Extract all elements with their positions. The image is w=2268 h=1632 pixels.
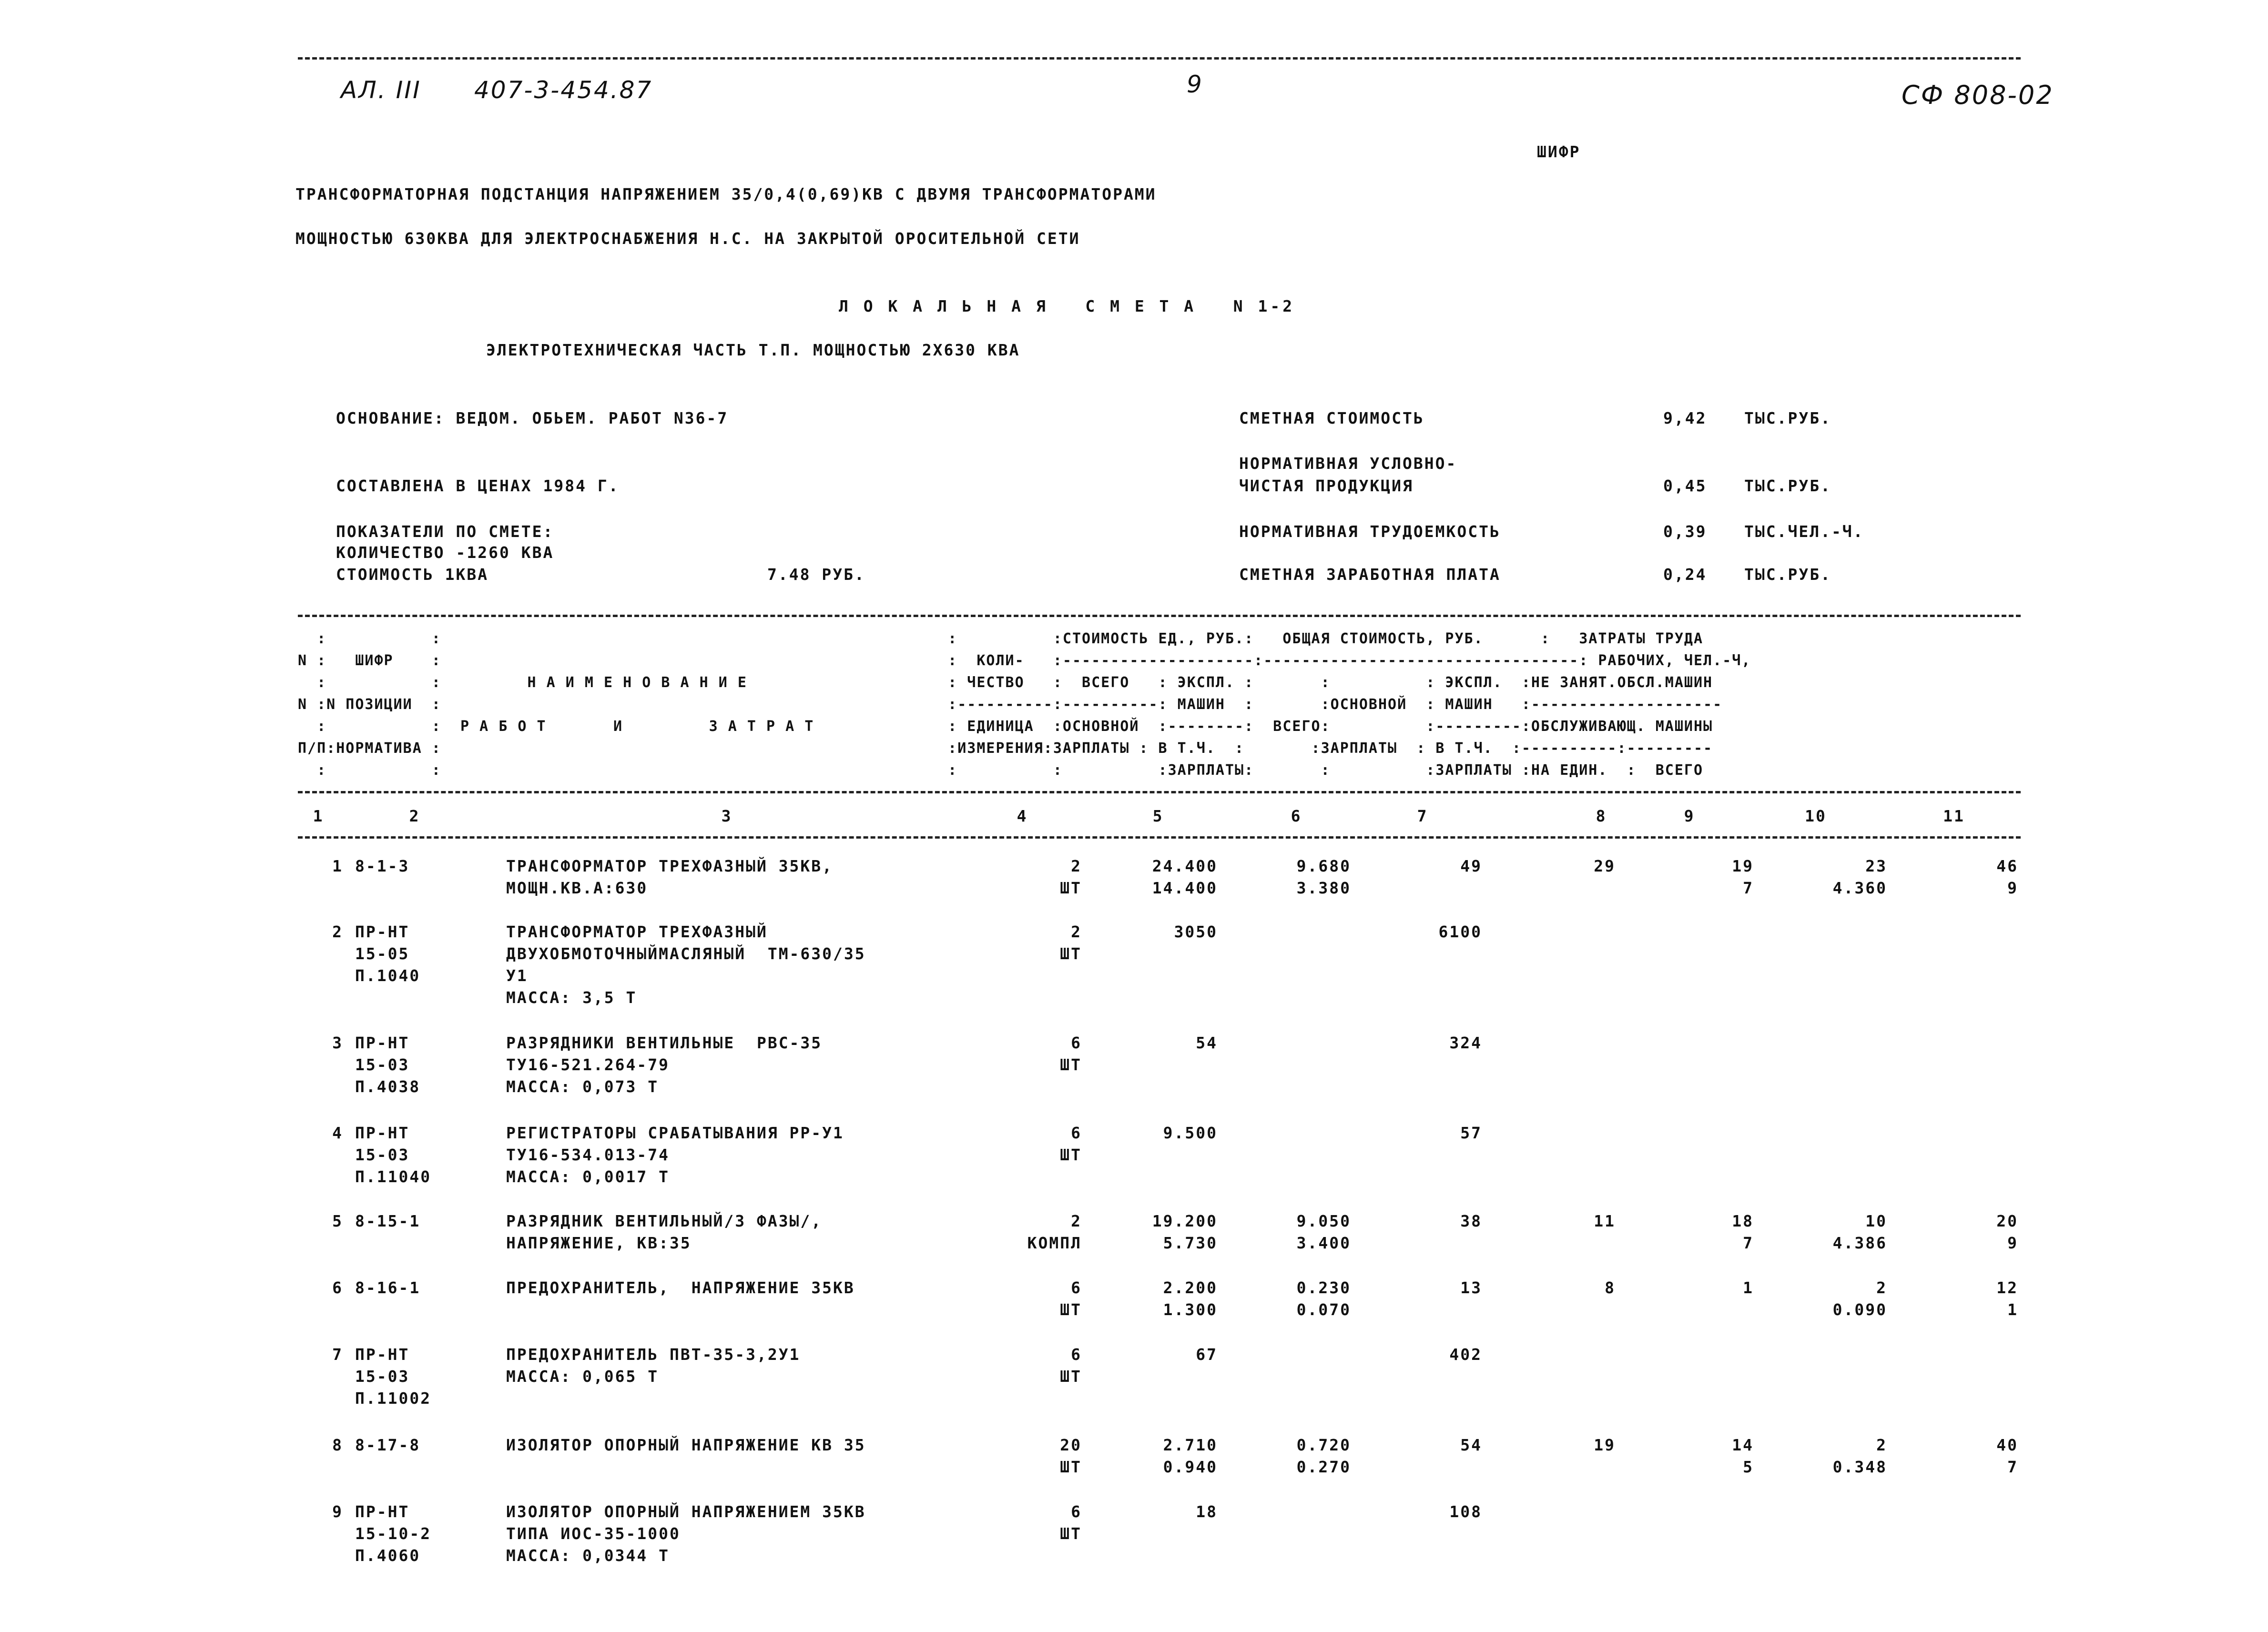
value-c5: 9.500	[1163, 1124, 1218, 1142]
value-c6: 0.230	[1296, 1278, 1351, 1297]
row-number: 9	[332, 1502, 343, 1521]
estimate-heading: Л О К А Л Ь Н А Я С М Е Т А N 1-2	[839, 297, 1295, 315]
row-number: 4	[332, 1124, 343, 1142]
value-c8: 19	[1594, 1436, 1616, 1454]
value-c5: 24.400	[1152, 857, 1218, 875]
row-number: 1	[332, 857, 343, 875]
value-qty: 2	[1071, 1212, 1082, 1230]
value-qty: 6	[1071, 1034, 1082, 1052]
value-c9: 19	[1732, 857, 1754, 875]
norm-code: П.4060	[355, 1546, 421, 1565]
table-header-line: N :N ПОЗИЦИИ : :----------:----------: МАШИН : :ОСНОВНОЙ : МАШИН :--------------------	[298, 696, 1723, 713]
quantity-text: КОЛИЧЕСТВО -1260 КВА	[336, 543, 554, 562]
value-c5: 18	[1196, 1502, 1218, 1521]
summary-unit: ТЫС.РУБ.	[1744, 565, 1831, 584]
row-number: 2	[332, 922, 343, 941]
norm-code: ПР-НТ	[355, 1345, 410, 1364]
value-c5: 1.300	[1163, 1300, 1218, 1319]
title-line-1: ТРАНСФОРМАТОРНАЯ ПОДСТАНЦИЯ НАПРЯЖЕНИЕМ 35/0,4(0,69)КВ С ДВУМЯ ТРАНСФОРМАТОРАМИ	[295, 185, 1157, 203]
page-number: 9	[1187, 71, 1203, 98]
item-name: ПРЕДОХРАНИТЕЛЬ, НАПРЯЖЕНИЕ 35КВ	[506, 1278, 855, 1297]
value-c5: 3050	[1174, 922, 1218, 941]
value-c5: 5.730	[1163, 1234, 1218, 1252]
item-name: ТРАНСФОРМАТОР ТРЕХФАЗНЫЙ 35КВ,	[506, 857, 834, 875]
value-c9: 18	[1732, 1212, 1754, 1230]
value-c5: 2.200	[1163, 1278, 1218, 1297]
value-c6: 9.050	[1296, 1212, 1351, 1230]
value-c8: 8	[1605, 1278, 1616, 1297]
column-number: 11	[1943, 807, 1965, 825]
norm-code: 15-05	[355, 944, 410, 963]
item-name: ИЗОЛЯТОР ОПОРНЫЙ НАПРЯЖЕНИЕ КВ 35	[506, 1436, 866, 1454]
value-qty: 2	[1071, 922, 1082, 941]
column-numbers-rule	[298, 836, 2021, 839]
value-c11: 20	[1996, 1212, 2018, 1230]
sheet-mark: АЛ. III	[341, 76, 421, 104]
value-c8: 11	[1594, 1212, 1616, 1230]
column-number: 1	[313, 807, 324, 825]
item-name: РАЗРЯДНИК ВЕНТИЛЬНЫЙ/3 ФАЗЫ/,	[506, 1212, 823, 1230]
value-c9: 5	[1743, 1458, 1754, 1476]
norm-code: ПР-НТ	[355, 1034, 410, 1052]
value-qty: 6	[1071, 1502, 1082, 1521]
value-c5: 54	[1196, 1034, 1218, 1052]
norm-code: П.1040	[355, 966, 421, 985]
norm-code: П.11040	[355, 1167, 432, 1186]
value-qty: 6	[1071, 1278, 1082, 1297]
row-number: 6	[332, 1278, 343, 1297]
value-qty: ШТ	[1060, 944, 1082, 963]
item-name: ТИПА ИОС-35-1000	[506, 1524, 681, 1543]
prices-text: СОСТАВЛЕНА В ЦЕНАХ 1984 Г.	[336, 476, 620, 495]
summary-label: НОРМАТИВНАЯ УСЛОВНО-	[1239, 454, 1457, 473]
norm-code: 8-16-1	[355, 1278, 421, 1297]
value-c5: 0.940	[1163, 1458, 1218, 1476]
column-number: 9	[1684, 807, 1695, 825]
row-number: 3	[332, 1034, 343, 1052]
top-rule	[298, 57, 2021, 60]
value-c5: 14.400	[1152, 879, 1218, 897]
value-c10: 4.360	[1832, 879, 1887, 897]
document-stamp: СФ 808-02	[1902, 80, 2054, 110]
basis-text: ОСНОВАНИЕ: ВЕДОМ. ОБЬЕМ. РАБОТ N36-7	[336, 409, 729, 427]
value-c10: 2	[1876, 1278, 1887, 1297]
value-qty: ШТ	[1060, 1524, 1082, 1543]
summary-label: СМЕТНАЯ ЗАРАБОТНАЯ ПЛАТА	[1239, 565, 1501, 584]
value-c5: 67	[1196, 1345, 1218, 1364]
table-header-line: : : Р А Б О Т И З А Т Р А Т : ЕДИНИЦА :ОСНОВНОЙ :--------: ВСЕГО: :---------:ОБСЛУЖИВАЮЩ. МАШИНЫ	[298, 718, 1713, 735]
norm-code: 15-10-2	[355, 1524, 432, 1543]
item-name: ТУ16-534.013-74	[506, 1145, 670, 1164]
project-code: 407-3-454.87	[474, 76, 653, 104]
value-c10: 0.348	[1832, 1458, 1887, 1476]
item-name: МАССА: 0,0344 Т	[506, 1546, 670, 1565]
value-qty: ШТ	[1060, 1367, 1082, 1386]
norm-code: П.4038	[355, 1077, 421, 1096]
value-c7: 402	[1449, 1345, 1482, 1364]
item-name: РАЗРЯДНИКИ ВЕНТИЛЬНЫЕ РВС-35	[506, 1034, 823, 1052]
norm-code: ПР-НТ	[355, 1124, 410, 1142]
value-c10: 4.386	[1832, 1234, 1887, 1252]
table-header-line: : : Н А И М Е Н О В А Н И Е : ЧЕСТВО : ВСЕГО : ЭКСПЛ. : : : ЭКСПЛ. :НЕ ЗАНЯТ.ОБСЛ.МАШИН	[298, 674, 1713, 691]
value-c7: 57	[1460, 1124, 1482, 1142]
value-c8: 29	[1594, 857, 1616, 875]
summary-value: 0,39	[1663, 522, 1707, 541]
value-c6: 0.720	[1296, 1436, 1351, 1454]
value-c7: 54	[1460, 1436, 1482, 1454]
value-c11: 7	[2007, 1458, 2018, 1476]
value-c7: 324	[1449, 1034, 1482, 1052]
row-number: 8	[332, 1436, 343, 1454]
summary-value: 9,42	[1663, 409, 1707, 427]
column-number: 10	[1805, 807, 1827, 825]
item-name: МАССА: 0,073 Т	[506, 1077, 659, 1096]
unit-cost-label: СТОИМОСТЬ 1КВА	[336, 565, 489, 584]
norm-code: 8-17-8	[355, 1436, 421, 1454]
value-c9: 1	[1743, 1278, 1754, 1297]
norm-code: 8-1-3	[355, 857, 410, 875]
item-name: ИЗОЛЯТОР ОПОРНЫЙ НАПРЯЖЕНИЕМ 35КВ	[506, 1502, 866, 1521]
value-c9: 7	[1743, 1234, 1754, 1252]
summary-value: 0,45	[1663, 476, 1707, 495]
value-qty: 6	[1071, 1124, 1082, 1142]
value-c9: 7	[1743, 879, 1754, 897]
value-c10: 10	[1865, 1212, 1887, 1230]
item-name: МАССА: 0,0017 Т	[506, 1167, 670, 1186]
summary-unit: ТЫС.РУБ.	[1744, 476, 1831, 495]
summary-value: 0,24	[1663, 565, 1707, 584]
shifr-label: ШИФР	[1537, 142, 1581, 161]
value-c10: 23	[1865, 857, 1887, 875]
row-number: 7	[332, 1345, 343, 1364]
value-c11: 40	[1996, 1436, 2018, 1454]
norm-code: 15-03	[355, 1055, 410, 1074]
table-header-line: : : : :СТОИМОСТЬ ЕД., РУБ.: ОБЩАЯ СТОИМОСТЬ, РУБ. : ЗАТРАТЫ ТРУДА	[298, 630, 1704, 647]
item-name: НАПРЯЖЕНИЕ, КВ:35	[506, 1234, 692, 1252]
summary-label: СМЕТНАЯ СТОИМОСТЬ	[1239, 409, 1424, 427]
norm-code: 8-15-1	[355, 1212, 421, 1230]
value-qty: КОМПЛ	[1027, 1234, 1082, 1252]
indicators-text: ПОКАЗАТЕЛИ ПО СМЕТЕ:	[336, 522, 554, 541]
unit-cost-value: 7.48 РУБ.	[767, 565, 865, 584]
value-qty: ШТ	[1060, 1300, 1082, 1319]
item-name: ТРАНСФОРМАТОР ТРЕХФАЗНЫЙ	[506, 922, 768, 941]
value-qty: 20	[1060, 1436, 1082, 1454]
item-name: МАССА: 3,5 Т	[506, 988, 637, 1007]
column-number: 7	[1417, 807, 1428, 825]
norm-code: 15-03	[355, 1145, 410, 1164]
row-number: 5	[332, 1212, 343, 1230]
table-top-rule	[298, 615, 2021, 617]
value-c7: 13	[1460, 1278, 1482, 1297]
value-qty: 2	[1071, 857, 1082, 875]
estimate-subheading: ЭЛЕКТРОТЕХНИЧЕСКАЯ ЧАСТЬ Т.П. МОЩНОСТЬЮ 2Х630 КВА	[486, 341, 1020, 359]
value-c11: 9	[2007, 879, 2018, 897]
item-name: МОЩН.КВ.А:630	[506, 879, 648, 897]
norm-code: ПР-НТ	[355, 1502, 410, 1521]
value-qty: 6	[1071, 1345, 1082, 1364]
value-c11: 12	[1996, 1278, 2018, 1297]
value-qty: ШТ	[1060, 1055, 1082, 1074]
item-name: МАССА: 0,065 Т	[506, 1367, 659, 1386]
value-c7: 6100	[1438, 922, 1482, 941]
item-name: У1	[506, 966, 528, 985]
value-c6: 0.070	[1296, 1300, 1351, 1319]
table-header-line: П/П:НОРМАТИВА : :ИЗМЕРЕНИЯ:ЗАРПЛАТЫ : В Т.Ч. : :ЗАРПЛАТЫ : В Т.Ч. :----------:---------	[298, 740, 1713, 757]
header-bottom-rule	[298, 791, 2021, 793]
value-c10: 0.090	[1832, 1300, 1887, 1319]
summary-label-continued: ЧИСТАЯ ПРОДУКЦИЯ	[1239, 476, 1414, 495]
column-number: 2	[409, 807, 420, 825]
value-c11: 9	[2007, 1234, 2018, 1252]
value-c11: 1	[2007, 1300, 2018, 1319]
table-header-line: N : ШИФР : : КОЛИ- :--------------------:---------------------------------: РАБОЧИХ, ЧЕЛ.-Ч,	[298, 652, 1751, 669]
value-c11: 46	[1996, 857, 2018, 875]
column-number: 5	[1152, 807, 1164, 825]
value-c7: 49	[1460, 857, 1482, 875]
value-c5: 19.200	[1152, 1212, 1218, 1230]
value-qty: ШТ	[1060, 1145, 1082, 1164]
norm-code: П.11002	[355, 1389, 432, 1408]
value-qty: ШТ	[1060, 1458, 1082, 1476]
value-c9: 14	[1732, 1436, 1754, 1454]
value-c7: 38	[1460, 1212, 1482, 1230]
value-c7: 108	[1449, 1502, 1482, 1521]
norm-code: ПР-НТ	[355, 922, 410, 941]
value-c6: 0.270	[1296, 1458, 1351, 1476]
column-number: 4	[1017, 807, 1028, 825]
summary-unit: ТЫС.РУБ.	[1744, 409, 1831, 427]
table-header-line: : : : : :ЗАРПЛАТЫ: : :ЗАРПЛАТЫ :НА ЕДИН. : ВСЕГО	[298, 762, 1704, 779]
summary-label: НОРМАТИВНАЯ ТРУДОЕМКОСТЬ	[1239, 522, 1501, 541]
value-c6: 3.380	[1296, 879, 1351, 897]
value-c5: 2.710	[1163, 1436, 1218, 1454]
column-number: 3	[721, 807, 732, 825]
column-number: 6	[1291, 807, 1302, 825]
column-number: 8	[1596, 807, 1607, 825]
value-c10: 2	[1876, 1436, 1887, 1454]
norm-code: 15-03	[355, 1367, 410, 1386]
title-line-2: МОЩНОСТЬЮ 630КВА ДЛЯ ЭЛЕКТРОСНАБЖЕНИЯ Н.С. НА ЗАКРЫТОЙ ОРОСИТЕЛЬНОЙ СЕТИ	[295, 229, 1080, 248]
value-c6: 3.400	[1296, 1234, 1351, 1252]
summary-unit: ТЫС.ЧЕЛ.-Ч.	[1744, 522, 1864, 541]
item-name: ПРЕДОХРАНИТЕЛЬ ПВТ-35-3,2У1	[506, 1345, 801, 1364]
value-c6: 9.680	[1296, 857, 1351, 875]
value-qty: ШТ	[1060, 879, 1082, 897]
item-name: ТУ16-521.264-79	[506, 1055, 670, 1074]
item-name: ДВУХОБМОТОЧНЫЙМАСЛЯНЫЙ ТМ-630/35	[506, 944, 866, 963]
item-name: РЕГИСТРАТОРЫ СРАБАТЫВАНИЯ РР-У1	[506, 1124, 844, 1142]
